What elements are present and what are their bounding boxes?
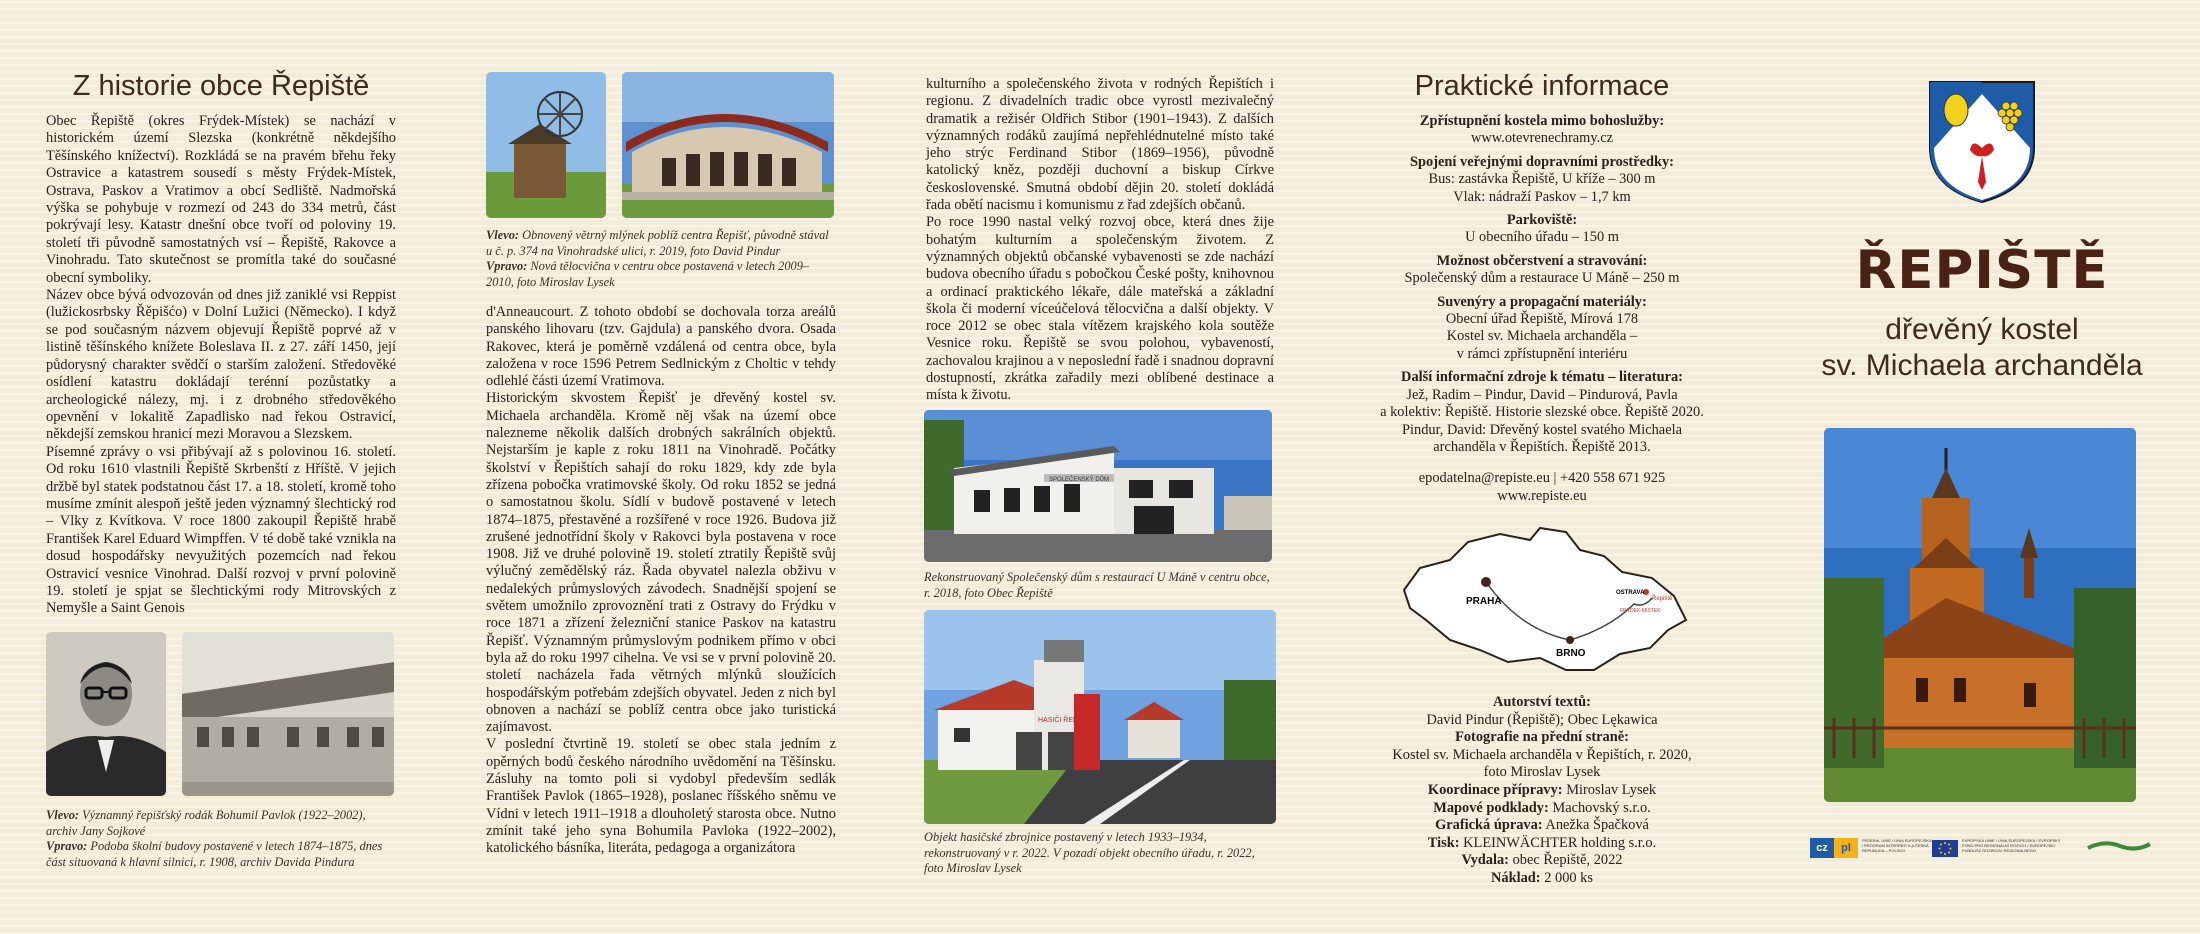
credit-heading: Grafická úprava: [1435,817,1543,834]
info-link-churches[interactable]: www.otevrenechramy.cz [1471,130,1613,147]
info-value: v rámci zpřístupnění interiéru [1456,345,1628,362]
coat-of-arms [1926,78,2038,206]
credit-value: Anežka Špačková [1545,817,1649,834]
info-value: a kolektiv: Řepiště. Historie slezské obce. Řepiště 2020. [1380,404,1704,421]
community-house-caption: Rekonstruovaný Společenský dům s restaurací U Máně v centru obce, r. 2018, foto Obec Řepiště [924,570,1270,600]
history-text-continued: d'Anneaucourt. Z tohoto období se dochovala torza areálů panského lihovaru (tzv. Gajdula) a panského dvora. Osada Rakovec, která je poměrně vzdálená od centra obce, byla založena v roce 1596 Petrem Sedlnickým z Choltic v tehdy odlehlé části území Vratimova. Historickým skvostem Řepišť je dřevěný kostel sv. Michaela archanděla. Kromě něj však na území obce nalezneme několik dalších drobných sakrálních objektů. Nejstarším je kaple z roku 1811 na Vinohradě. Počátky školství v Řepištích sahají do roku 1829, kdy zde byla zřízena pobočka vratimovské školy. Od roku 1852 se jedná o samostatnou školu. Sídlí v budově postavené v letech 1874–1875, přestavěné a rozšířené v roce 1926. Budova již zrušené jednotřídní školy v Rakovci byla postavena v roce 1908. Již ve druhé polovině 19. století ztratily Řepiště svůj výlučný zemědělský ráz. Řada obyvatel nalezla obživu v nedalekých průmyslových závodech. Snadnější spojení se světem umožnilo zprovoznění trati z Ostravy do Frýdku v roce 1871 a zřízení železniční stanice Paskov na katastru Řepišť. Významným průmyslovým podnikem přímo v obci byla až do roku 1997 cihelna. Ve vsi se v první polovině 20. století nacházela řada větrných mlýnků sloužících hospodářským potřebám zdejších obyvatel. Jeden z nich byl obnoven a nachází se poblíž centra obce jako turistická zajímavost. V poslední čtvrtině 19. století se obec stala jedním z opěrných bodů českého národního uvědomění na Těšínsku. Zásluhy na tomto poli si vydobyl především sedlák František Pavlok (1865–1928), poslanec říšského sněmu ve Vídni v letech 1911–1918 a dlouholetý starosta obce. Nutno zmínit také jeho syna Bohumila Pavloka (1922–2002), katolického básníka, literáta, pedagoga a organizátora [486,304,836,857]
credit-value: David Pindur (Řepiště); Obec Lękawica [1426,711,1658,728]
info-value: Jež, Radim – Pindur, David – Pindurová, Pavla [1406,386,1678,403]
practical-info-title: Praktické informace [1414,70,1670,102]
sign-fire-station: HASIČI ŘEPIŠTĚ [1038,717,1094,724]
info-heading: Další informační zdroje k tématu – literatura: [1401,369,1683,386]
info-value: archanděla v Řepištích. Řepiště 2013. [1433,438,1651,455]
map-label-frydek: FRÝDEK-MÍSTEK [1620,608,1661,614]
info-value: Obecní úřad Řepiště, Mírová 178 [1445,311,1639,328]
credit-heading: Autorství textů: [1493,694,1591,710]
credit-value: KLEINWÄCHTER holding s.r.o. [1463,834,1657,851]
history-photo-caption [46,808,396,870]
photo-old-school [182,632,394,796]
caption-left-label: Vlevo: [46,808,80,822]
practical-info [1366,70,1718,505]
cover-subtitle [1792,312,2172,384]
info-heading: Spojení veřejnými dopravními prostředky: [1410,153,1674,170]
info-heading: Suvenýry a propagační materiály: [1437,293,1647,310]
logo-czpl-text: FEDERAL UNIE / UNIA EUROPEJSKA / PROGRAM INTERREG V-A ČESKÁ REPUBLIKA – POLSKO [1862,838,1932,853]
credit-value: foto Miroslav Lysek [1483,764,1601,781]
credit-heading: Tisk: [1427,834,1460,851]
col2-photo-caption [486,228,836,290]
photo-wooden-church [1824,428,2136,802]
info-heading: Zpřístupnění kostela mimo bohoslužby: [1419,113,1665,129]
caption-right-text: Podoba školní budovy postavené v letech 1874–1875, dnes část situovaná k hlavní silnici, r. 1908, archiv Davida Pindura [46,839,383,869]
credit-value: Kostel sv. Michaela archanděla v Řepištích, r. 2020, [1392,746,1692,763]
credit-value: Miroslav Lysek [1566,781,1657,798]
contact-line[interactable]: epodatelna@repiste.eu | +420 558 671 925 [1418,470,1666,487]
caption-left-text: Obnovený větrný mlýnek poblíž centra Řepišť, původně stával u č. p. 374 na Vinohradské ulici, r. 2019, foto David Pindur [486,228,829,258]
czech-map [1390,520,1700,680]
website-link[interactable]: www.repiste.eu [1497,487,1587,504]
info-value: Kostel sv. Michaela archanděla – [1446,328,1638,345]
info-heading: Parkoviště: [1506,212,1578,229]
history-text-final: kulturního a společenského života v rodných Řepištích i regionu. Z divadelních tradic obce vyrostl mezivalečný dramatik a režisér Oldřich Stibor (1901–1943). Z dalších významných rodáků zaujímá nepřehlédnutelné místo také jeho strýc Ferdinand Stibor (1869–1956), původně katolický kněz, později duchovní a biskup Církve československé. Smutná období dějin 20. století dokládá řada obětí nacismu i komunismu z řad zdejších občanů. Po roce 1990 nastal velký rozvoj obce, která dnes žije bohatým kulturním a společenským životem. Z významných objektů občanské vybavenosti se zde nachází budova obecního úřadu s pobočkou České pošty, knihovnou a ordinací praktického lékaře, dále mateřská a základní škola či moderní víceúčelová tělocvična a další objekty. V roce 2012 se obec stala vítězem krajského kola soutěže Vesnice roku. Řepiště se svou polohou, vybaveností, zachovalou krajinou a v neposlední řadě i snadnou dopravní dostupností, zkrátka zařadily mezi oblíbené destinace a místa k životu. [926,76,1274,404]
history-column [46,70,396,618]
caption-right-label: Vpravo: [46,839,88,853]
credit-value: Machovský s.r.o. [1552,799,1651,816]
credit-heading: Fotografie na přední straně: [1455,729,1629,746]
map-label-ostrava: OSTRAVA [1616,590,1645,596]
credits [1366,694,1718,888]
caption-left-text: Významný řepišťský rodák Bohumil Pavlok (1922–2002), archiv Jany Sojkové [46,808,366,838]
photo-sports-hall [622,72,834,218]
eu-text: EVROPSKÁ UNIE / UNIA EUROPEJSKA / EVROPSKÝ FOND PRO REGIONÁLNÍ ROZVOJ / EUROPEJSKI FUNDUSZ ROZWOJU REGIONALNEGO [1962,838,2061,853]
photo-portrait-pavlok [46,632,166,796]
map-label-repiste: Řepiště [1652,596,1673,602]
caption-right-text: Nová tělocvična v centru obce postavená v letech 2009–2010, foto Miroslav Lysek [486,259,810,289]
caption-left-label: Vlevo: [486,228,520,242]
map-label-brno: BRNO [1556,648,1586,659]
czpl-mark-cz: cz [1810,838,1834,858]
info-value: Bus: zastávka Řepiště, U kříže – 300 m [1428,171,1656,188]
photo-windmill [486,72,606,218]
history-text: Obec Řepiště (okres Frýdek-Místek) se nachází v historickém území Slezska (konkrétně někdejšího Těšínského knížectví). Rozkládá se na pravém břehu řeky Ostravice a katastrem sousedí s městy Frýdek-Místek, Ostrava, Paskov a Vratimov a obcí Sedliště. Nadmořská výška se pohybuje v rozmezí od 243 do 334 metrů, část pokrývají lesy. Katastr dnešní obce tvoří od poloviny 19. století tři původně samostatných vsí – Řepiště, Rakovce a Vinohradu. Tato skutečnost se promítla také do současné obecní symboliky. Název obce bývá odvozován od dnes již zaniklé vsi Reppist (lužickosrbsky Řěpišćo) v Dolní Lužici (Německo). I když se pod současným názvem objevují Řepiště poprvé až v listině těšínského knížete Boleslava II. z 27. září 1450, její půdorysný charakter svědčí o starším založení. Středověké osídlení katastru dokládají terénní pozůstatky a archeologické nálezy, mj. i z drobného středověkého opevnění v lokalitě Zapadlisko nad řekou Ostravicí, někdejší zemskou hranicí mezi Moravou a Slezskem. Písemné zprávy o vsi přibývají až s polovinou 16. století. Od roku 1610 vlastnili Řepiště Skrbenští z Hříště. V jejich držbě byl statek podstatnou část 17. a 18. století, kromě toho musíme zmínit alespoň ještě jeden významný šlechtický rod – Vlky z Kvítkova. V roce 1800 zakoupil Řepiště hrabě František Karel Eduard Wimpffen. V té době také vznikla na dosud hospodářsky nevyužitých pozemcích nad řekou Ostravicí vesnice Vinohrad. Další rozvoj v první polovině 19. století je spjat se šlechtickými rody Mitrovských z Nemyšle a Saint Genois [46,113,396,617]
credit-heading: Vydala: [1461,852,1509,869]
credit-heading: Mapové podklady: [1433,799,1549,816]
history-title: Z historie obce Řepiště [72,70,370,102]
cover-title: ŘEPIŠTĚ [1855,240,2109,301]
photo-community-house [924,410,1272,562]
info-value: Vlak: nádraží Paskov – 1,7 km [1453,188,1631,205]
info-value: Pindur, David: Dřevěný kostel svatého Michaela [1402,421,1682,438]
info-value: U obecního úřadu – 150 m [1465,229,1619,246]
logo-czpl [1810,838,1858,858]
region-logo-icon [2086,840,2152,854]
info-heading: Možnost občerstvení a stravování: [1436,252,1648,269]
fire-station-caption: Objekt hasičské zbrojnice postavený v letech 1933–1934, rekonstruovaný v r. 2022. V pozadí objekt obecního úřadu, r. 2022, foto Miroslav Lysek [924,830,1255,875]
czpl-mark-pl: pl [1834,838,1858,858]
cover-subtitle-line2: sv. Michaela archanděla [1821,349,2143,382]
cover-subtitle-line1: dřevěný kostel [1885,313,2079,346]
sign-community-house: SPOLEČENSKÝ DŮM [1048,477,1110,483]
eu-flag-icon [1932,840,1958,857]
caption-right-label: Vpravo: [486,259,528,273]
photo-fire-station [924,610,1276,824]
info-value: Společenský dům a restaurace U Máně – 250 m [1404,270,1680,287]
credit-heading: Koordinace přípravy: [1427,781,1563,798]
credit-heading: Náklad: [1491,869,1541,886]
map-label-praha: PRAHA [1466,596,1502,607]
credit-value: obec Řepiště, 2022 [1512,852,1623,869]
credit-value: 2 000 ks [1544,869,1593,886]
